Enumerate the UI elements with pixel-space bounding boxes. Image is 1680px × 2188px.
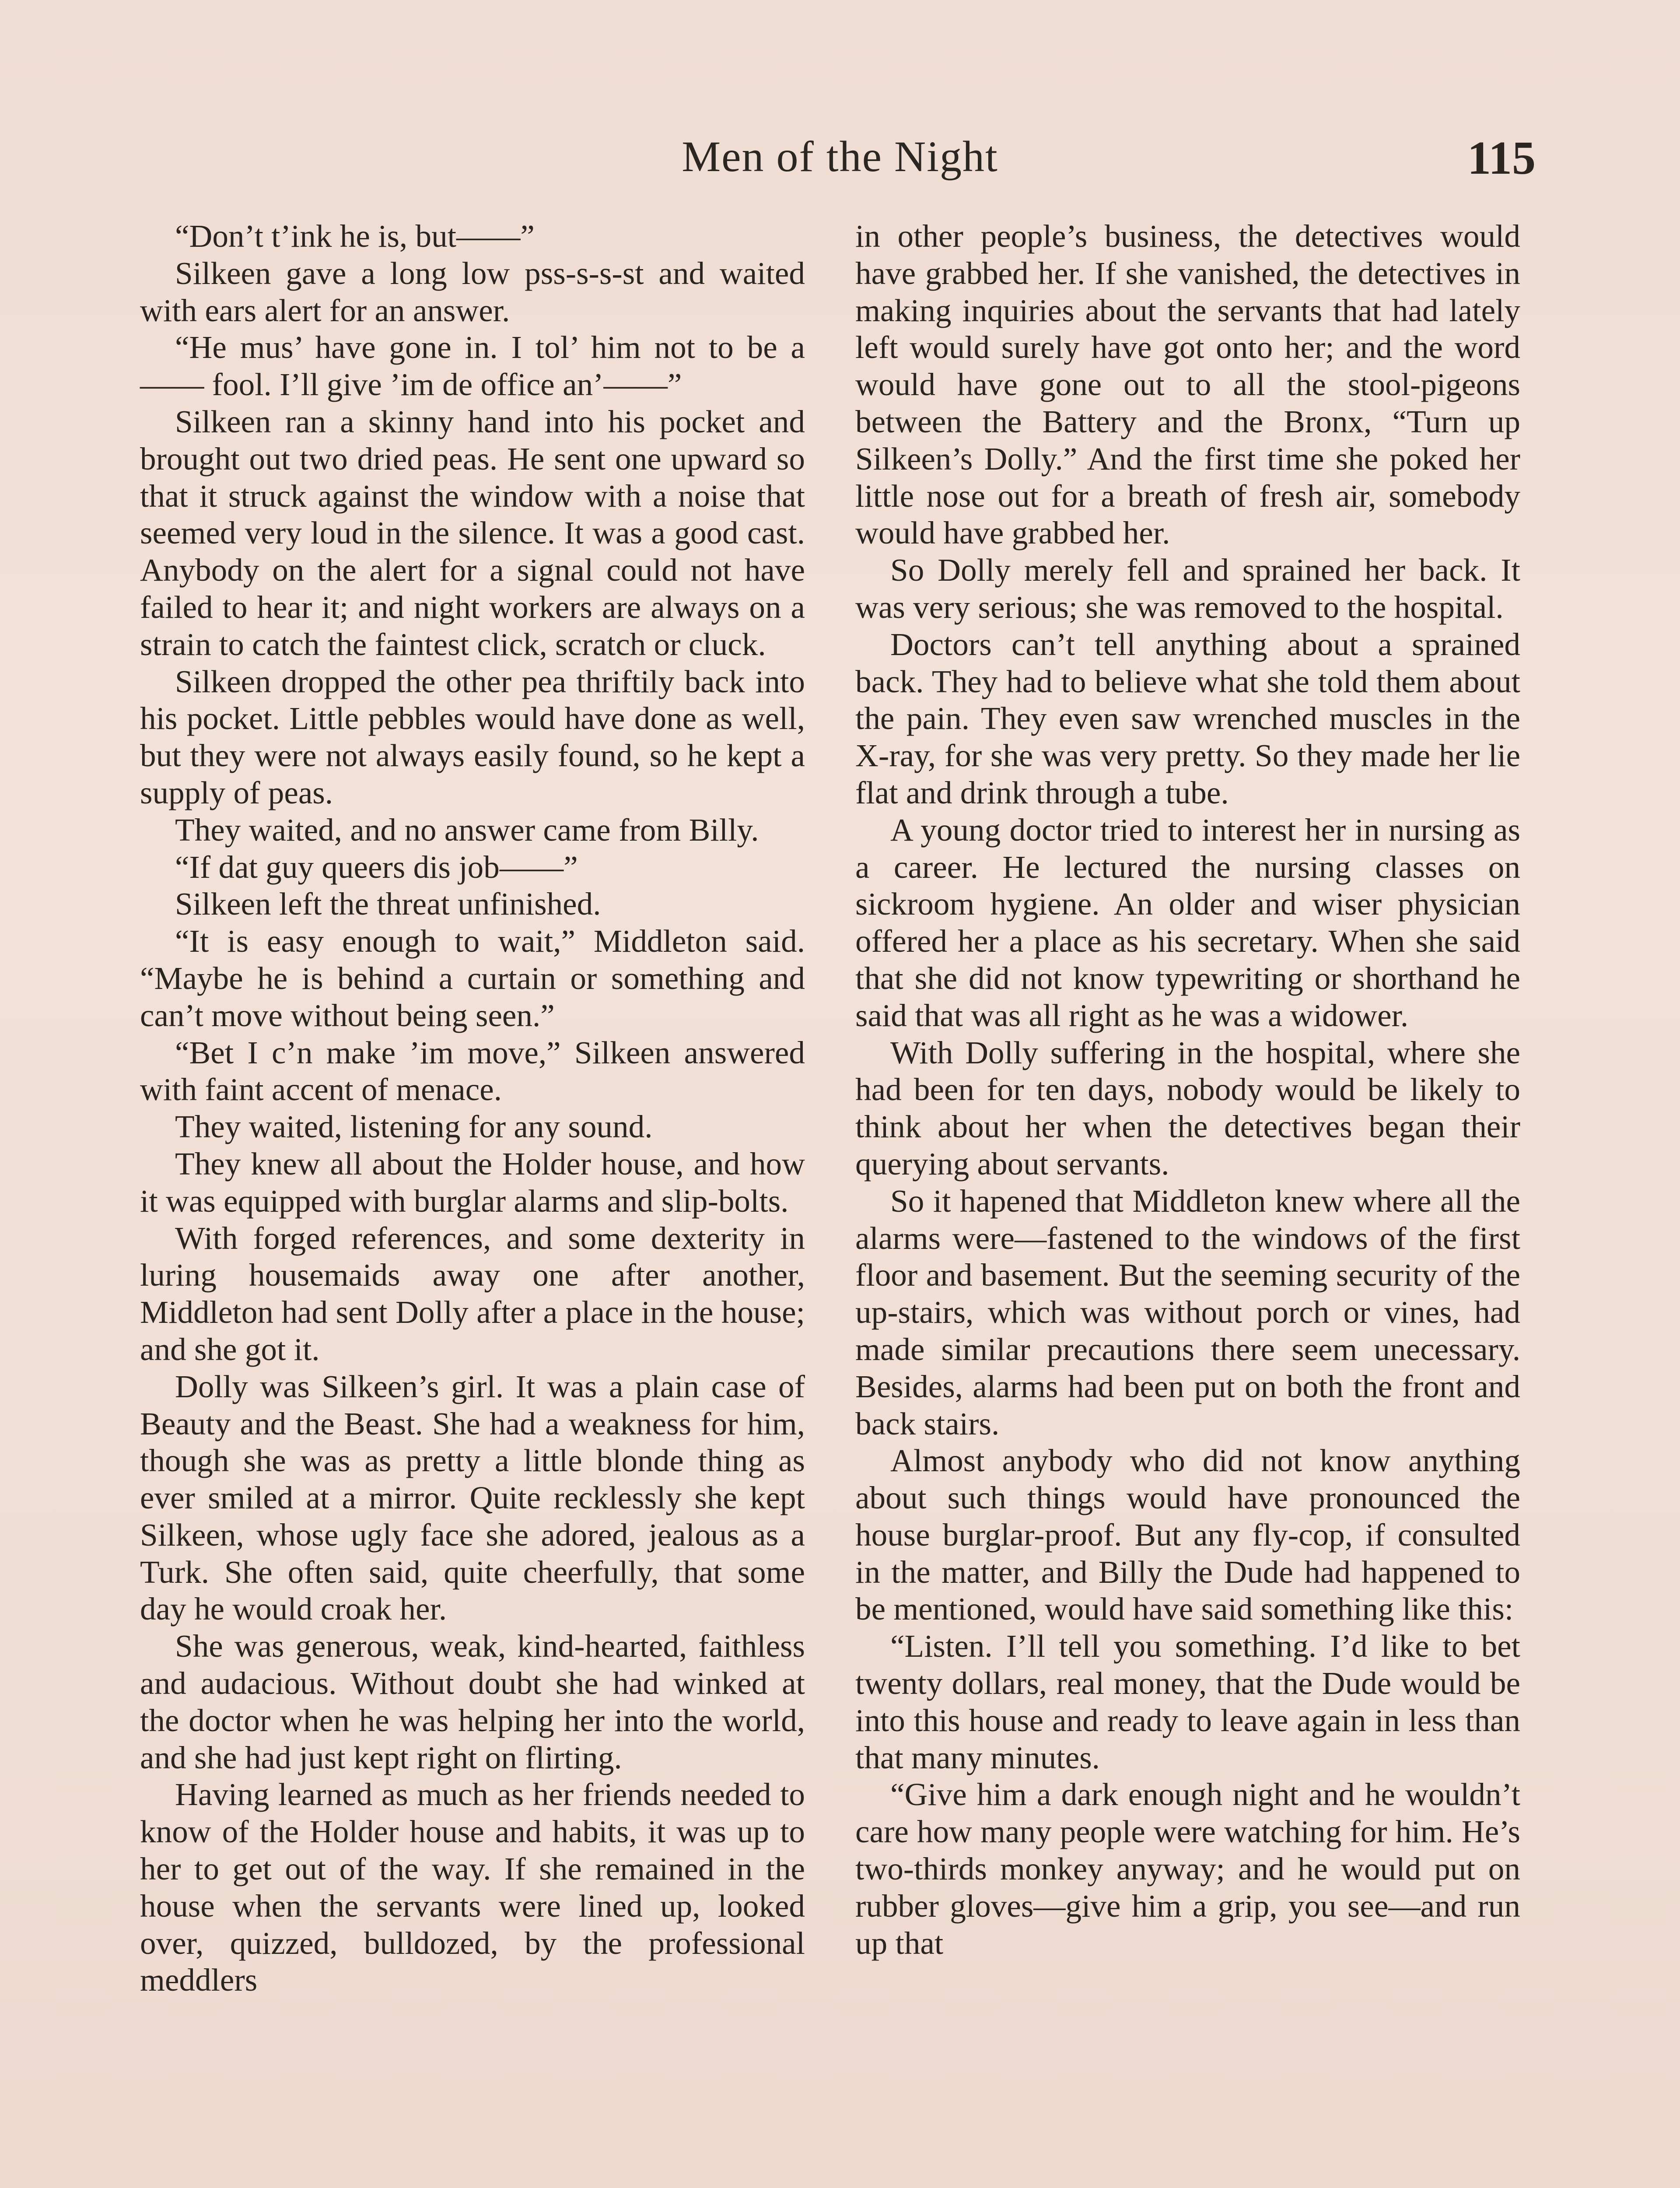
running-title: Men of the Night <box>682 132 998 181</box>
paragraph: She was generous, weak, kind-hearted, faithless and audacious. Without doubt she had winked at the doctor when he was helping her into the world, and she had just kept right on flirting. <box>140 1628 805 1775</box>
paragraph: “Give him a dark enough night and he wouldn’t care how many people were watching for him. He’s two-thirds monkey anyway; and he would put on rubber gloves—give him a grip, you see—and run up that <box>855 1777 1520 1961</box>
paragraph: Almost anybody who did not know anything about such things would have pronounced the house burglar-proof. But any fly-cop, if consulted in the matter, and Billy the Dude had happened to be mentioned, would have said something like this: <box>855 1443 1520 1627</box>
paragraph: Silkeen gave a long low pss-s-s-st and waited with ears alert for an answer. <box>140 255 805 328</box>
paragraph: Dolly was Silkeen’s girl. It was a plain case of Beauty and the Beast. She had a weakness for him, though she was as pretty a little blonde thing as ever smiled at a mirror. Quite recklessly she kept Silkeen, whose ugly face she adored, jealous as a Turk. She often said, quite cheerfully, that some day he would croak her. <box>140 1368 805 1627</box>
paragraph: So Dolly merely fell and sprained her back. It was very serious; she was removed to the hospital. <box>855 552 1520 625</box>
paragraph: Having learned as much as her friends needed to know of the Holder house and habits, it was up to her to get out of the way. If she remained in the house when the servants were lined up, looked over, quizzed, bulldozed, by the professional meddlers <box>140 1777 805 1998</box>
paragraph: “Listen. I’ll tell you something. I’d like to bet twenty dollars, real money, that the Dude would be into this house and ready to leave again in less than that many minutes. <box>855 1628 1520 1775</box>
paragraph: “If dat guy queers dis job——” <box>175 849 578 885</box>
paragraph-continued: in other people’s business, the detectives would have grabbed her. If she vanished, the detectives in making inquiries about the servants that had lately left would surely have got onto her; and the word would have gone out to all the stool-pigeons between the Battery and the Bronx, “Turn up Silkeen’s Dolly.” And the first time she poked her little nose out for a breath of fresh air, somebody would have grabbed her. <box>855 218 1520 551</box>
paragraph: They knew all about the Holder house, and how it was equipped with burglar alarms and slip-bolts. <box>140 1146 805 1219</box>
paragraph: “He mus’ have gone in. I tol’ him not to be a —— fool. I’ll give ’im de office an’——” <box>140 330 805 403</box>
paragraph: They waited, and no answer came from Billy. <box>175 812 759 848</box>
paragraph: They waited, listening for any sound. <box>175 1109 653 1145</box>
paragraph: So it hapened that Middleton knew where all the alarms were—fastened to the windows of the first floor and basement. But the seeming security of the up-stairs, which was without porch or vines, had made similar precautions there seem unecessary. Besides, alarms had been put on both the front and back stairs. <box>855 1183 1520 1441</box>
paragraph: Doctors can’t tell anything about a sprained back. They had to believe what she told them about the pain. They even saw wrenched muscles in the X-ray, for she was very pretty. So they made her lie flat and drink through a tube. <box>855 626 1520 810</box>
left-column <box>140 218 805 1999</box>
paragraph: A young doctor tried to interest her in nursing as a career. He lectured the nursing classes on sickroom hygiene. An older and wiser physician offered her a place as his secretary. When she said that she did not know typewriting or shorthand he said that was all right as he was a widower. <box>855 812 1520 1033</box>
paragraph: Silkeen dropped the other pea thriftily back into his pocket. Little pebbles would have done as well, but they were not always easily found, so he kept a supply of peas. <box>140 663 805 810</box>
paragraph: “Don’t t’ink he is, but——” <box>175 218 535 254</box>
paragraph: With forged references, and some dexterity in luring housemaids away one after another, Middleton had sent Dolly after a place in the house; and she got it. <box>140 1220 805 1367</box>
paragraph: “Bet I c’n make ’im move,” Silkeen answered with faint accent of menace. <box>140 1034 805 1108</box>
paragraph: “It is easy enough to wait,” Middleton said. “Maybe he is behind a curtain or something and can’t move without being seen.” <box>140 923 805 1033</box>
paragraph: Silkeen ran a skinny hand into his pocket and brought out two dried peas. He sent one upward so that it struck against the window with a noise that seemed very loud in the silence. It was a good cast. Anybody on the alert for a signal could not have failed to hear it; and night workers are always on a strain to catch the faintest click, scratch or cluck. <box>140 403 805 662</box>
right-column <box>855 218 1520 1962</box>
paragraph: Silkeen left the threat unfinished. <box>175 886 601 922</box>
paragraph: With Dolly suffering in the hospital, where she had been for ten days, nobody would be likely to think about her when the detectives began their querying about servants. <box>855 1034 1520 1182</box>
page-number: 115 <box>1467 132 1536 184</box>
